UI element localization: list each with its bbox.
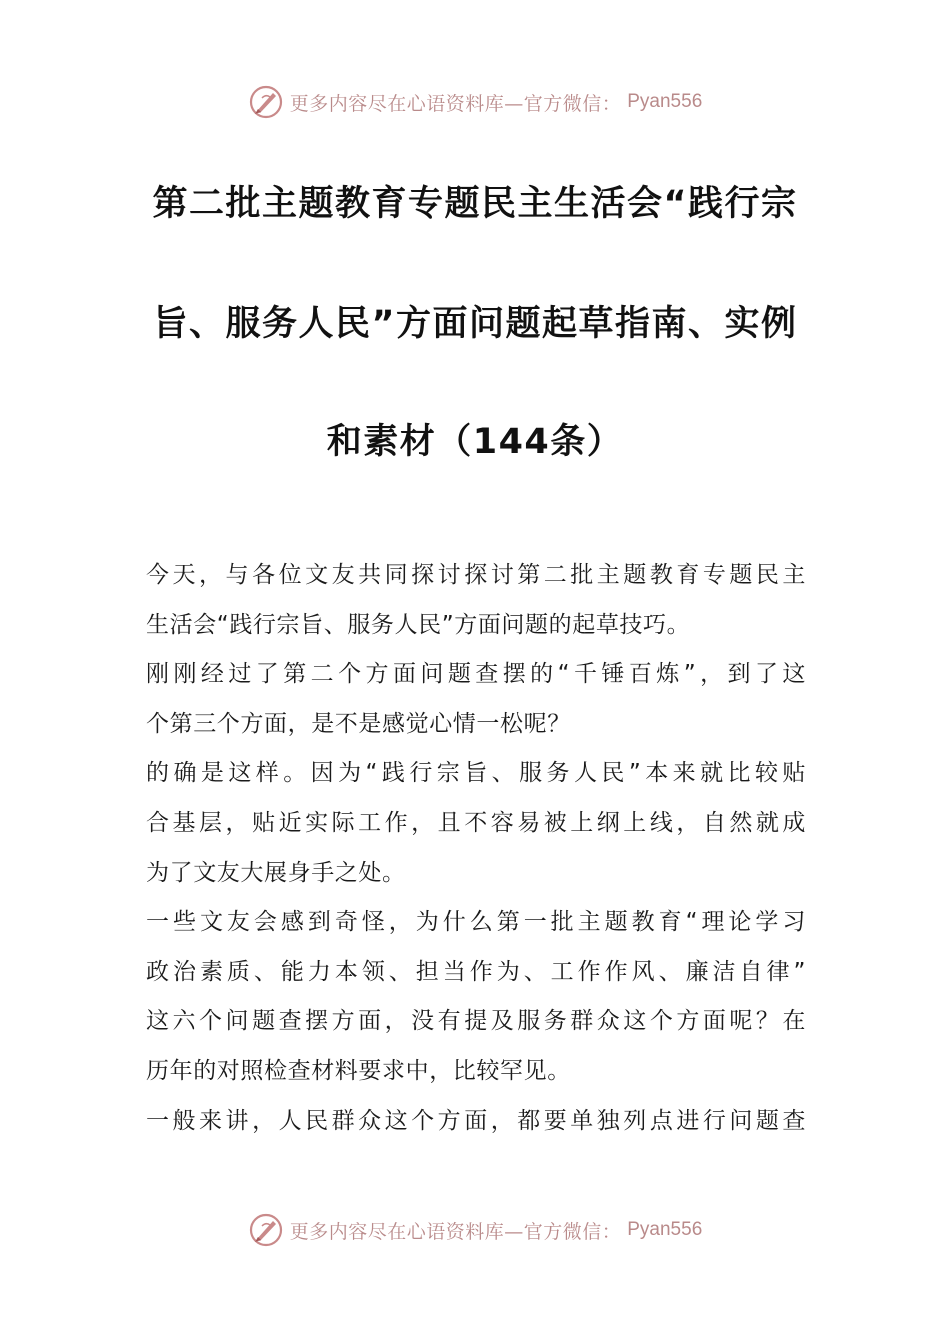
- banner-text: 更多内容尽在心语资料库—官方微信：: [289, 1220, 622, 1243]
- body-text: [146, 551, 806, 1146]
- banner-wechat-id: Pyan556: [627, 1219, 703, 1240]
- body-line: 生活会“践行宗旨、服务人民”方面问题的起草技巧。: [146, 611, 691, 638]
- title-line-3: 和素材（144条）: [326, 422, 624, 462]
- pen-logo-icon: [248, 84, 284, 120]
- banner-wechat-id: Pyan556: [627, 91, 703, 112]
- header-banner: [0, 82, 950, 122]
- body-line: 一些文友会感到奇怪，为什么第一批主题教育“理论学习: [146, 909, 806, 936]
- body-line: 一般来讲，人民群众这个方面，都要单独列点进行问题查: [146, 1107, 806, 1134]
- title-line-2: 旨、服务人民”方面问题起草指南、实例: [152, 304, 798, 344]
- body-line: 今天，与各位文友共同探讨探讨第二批主题教育专题民主: [146, 562, 806, 588]
- body-line: 这六个问题查摆方面，没有提及服务群众这个方面呢？在: [146, 1008, 806, 1035]
- footer-banner: [0, 1210, 950, 1250]
- pen-logo-icon: [248, 1212, 284, 1248]
- body-line: 为了文友大展身手之处。: [146, 859, 406, 886]
- body-line: 历年的对照检查材料要求中，比较罕见。: [146, 1057, 571, 1084]
- title-line-1: 第二批主题教育专题民主生活会“践行宗: [152, 184, 798, 224]
- body-line: 合基层，贴近实际工作，且不容易被上纲上线，自然就成: [146, 809, 806, 836]
- body-line: 政治素质、能力本领、担当作为、工作作风、廉洁自律”: [146, 958, 806, 985]
- body-line: 刚刚经过了第二个方面问题查摆的“千锤百炼”，到了这: [146, 661, 806, 688]
- banner-text: 更多内容尽在心语资料库—官方微信：: [289, 92, 622, 115]
- body-line: 个第三个方面，是不是感觉心情一松呢？: [146, 710, 571, 737]
- body-line: 的确是这样。因为“践行宗旨、服务人民”本来就比较贴: [146, 760, 806, 787]
